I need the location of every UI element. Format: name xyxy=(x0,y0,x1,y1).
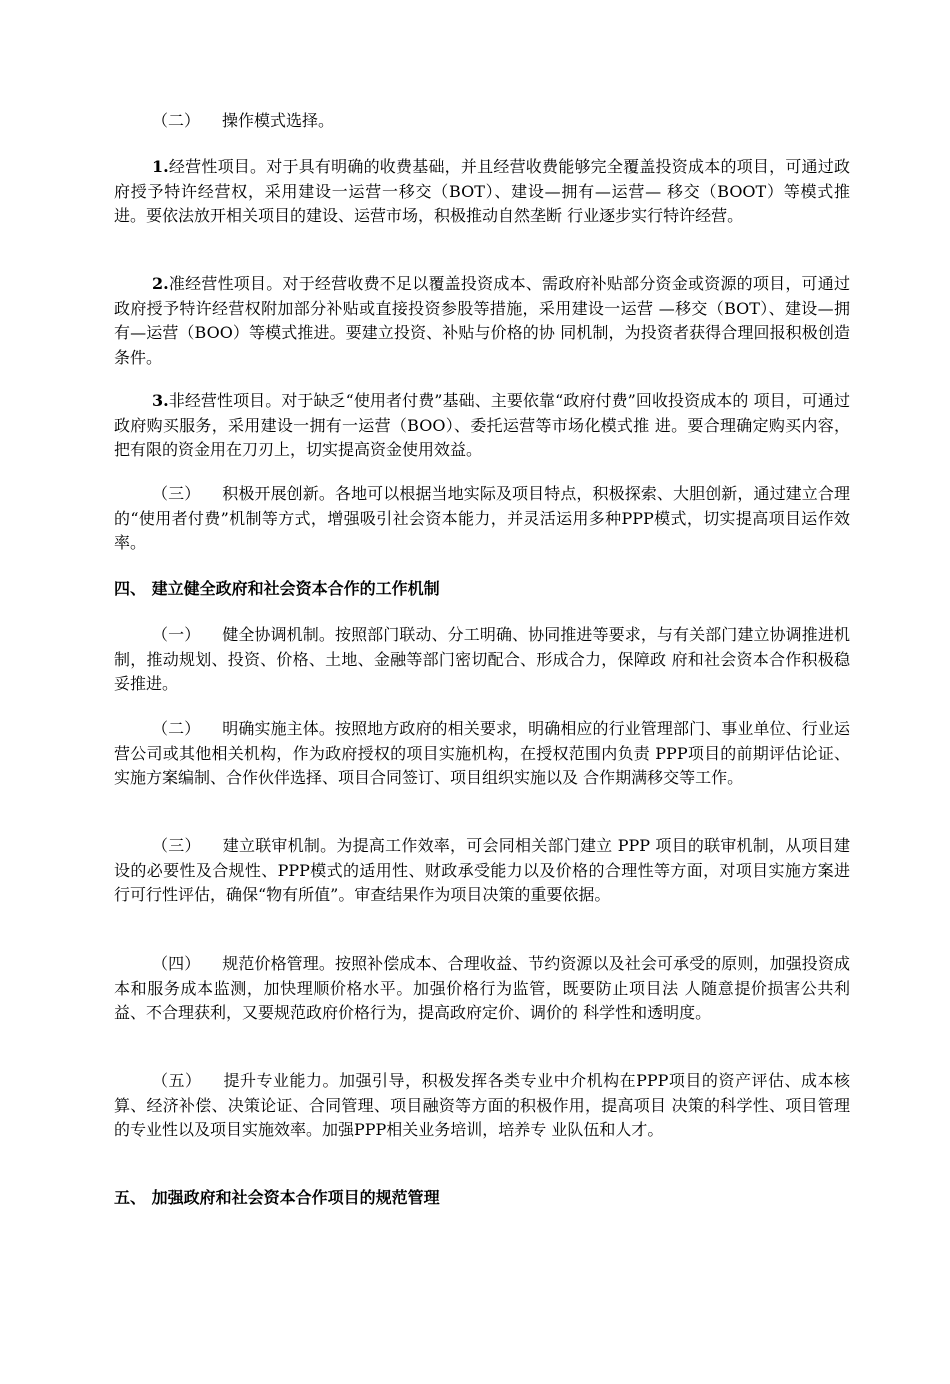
item-label: （二） xyxy=(152,719,201,738)
paragraph-text: 健全协调机制。按照部门联动、分工明确、协同推进等要求，与有关部门建立协调推进机制，推动规划、投资、价格、土地、金融等部门密切配合、形成合力，保障政 府和社会资本合作积极稳妥推进。 xyxy=(114,625,850,693)
paragraph-text: 明确实施主体。按照地方政府的相关要求，明确相应的行业管理部门、事业单位、行业运营公司或其他相关机构，作为政府授权的项目实施机构，在授权范围内负责 PPP项目的前期评估论证、实施方案编制、合作伙伴选择、项目合同签订、项目组织实施以及 合作期满移交等工作。 xyxy=(114,719,850,787)
paragraph-text: 积极开展创新。各地可以根据当地实际及项目特点，积极探索、大胆创新，通过建立合理的“使用者付费”机制等方式，增强吸引社会资本能力，并灵活运用多种PPP模式，切实提高项目运作效率。 xyxy=(114,484,850,552)
item-label: （四） xyxy=(152,954,201,973)
item-label: （一） xyxy=(152,625,201,644)
item-number: 2. xyxy=(152,274,169,293)
paragraph-implementing-body xyxy=(114,717,850,791)
item-label: （三） xyxy=(152,836,201,855)
paragraph-joint-review xyxy=(114,834,850,908)
item-number: 1. xyxy=(152,157,169,176)
paragraph-text: 经营性项目。对于具有明确的收费基础，并且经营收费能够完全覆盖投资成本的项目，可通过政府授予特许经营权，采用建设一运营一移交（BOT）、建设—拥有—运营— 移交（BOOT）等模式推进。要依法放开相关项目的建设、运营市场，积极推动自然垄断 行业逐步实行特许经营。 xyxy=(114,157,850,225)
item-label: （二） xyxy=(152,111,201,130)
section-heading-5: 五、 加强政府和社会资本合作项目的规范管理 xyxy=(114,1188,440,1207)
item-label: （三） xyxy=(152,484,201,503)
paragraph-price-management xyxy=(114,952,850,1026)
paragraph-text: 准经营性项目。对于经营收费不足以覆盖投资成本、需政府补贴部分资金或资源的项目，可通过政府授予特许经营权附加部分补贴或直接投资参股等措施，采用建设一运营 —移交（BOT）、建设—拥有—运营（BOO）等模式推进。要建立投资、补贴与价格的协 同机制，为投资者获得合理回报积极创造条件。 xyxy=(114,274,850,367)
paragraph-text: 提升专业能力。加强引导，积极发挥各类专业中介机构在PPP项目的资产评估、成本核算、经济补偿、决策论证、合同管理、项目融资等方面的积极作用，提高项目 决策的科学性、项目管理的专业性以及项目实施效率。加强PPP相关业务培训，培养专 业队伍和人才。 xyxy=(114,1071,850,1139)
item-number: 3. xyxy=(152,391,169,410)
paragraph-text: 建立联审机制。为提高工作效率，可会同相关部门建立 PPP 项目的联审机制，从项目建设的必要性及合规性、PPP模式的适用性、财政承受能力以及价格的合理性等方面，对项目实施方案进行可行性评估，确保“物有所值”。审查结果作为项目决策的重要依据。 xyxy=(114,836,850,904)
paragraph-coordination-mechanism xyxy=(114,623,850,697)
paragraph-operating-projects xyxy=(114,155,850,229)
paragraph-non-operating-projects xyxy=(114,389,850,463)
paragraph-subhead-operation-mode xyxy=(114,109,850,134)
paragraph-text: 非经营性项目。对于缺乏“使用者付费”基础、主要依靠“政府付费”回收投资成本的 项目，可通过政府购买服务，采用建设一拥有一运营（BOO）、委托运营等市场化模式推 进。要合理确定购买内容，把有限的资金用在刀刃上，切实提高资金使用效益。 xyxy=(114,391,850,459)
paragraph-professional-capacity xyxy=(114,1069,850,1143)
item-label: （五） xyxy=(152,1071,202,1090)
paragraph-quasi-operating-projects xyxy=(114,272,850,370)
paragraph-innovation xyxy=(114,482,850,556)
paragraph-text: 规范价格管理。按照补偿成本、合理收益、节约资源以及社会可承受的原则，加强投资成本和服务成本监测，加快理顺价格水平。加强价格行为监管，既要防止项目法 人随意提价损害公共利益、不合理获利，又要规范政府价格行为，提高政府定价、调价的 科学性和透明度。 xyxy=(114,954,850,1022)
paragraph-text: 操作模式选择。 xyxy=(222,111,335,130)
section-heading-4: 四、 建立健全政府和社会资本合作的工作机制 xyxy=(114,579,440,598)
